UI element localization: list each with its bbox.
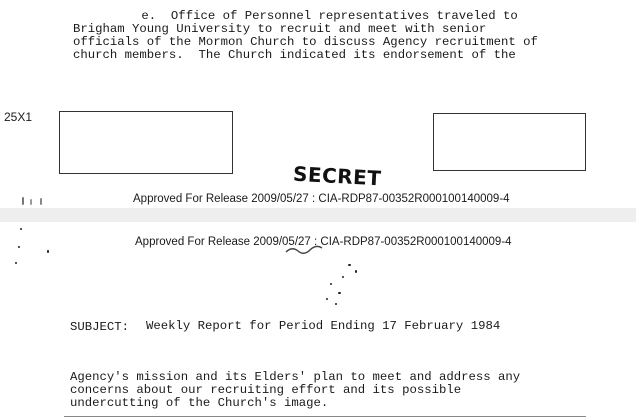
scan-speck [20,228,22,230]
scan-speck [335,303,337,305]
subject-text: Weekly Report for Period Ending 17 February 1984 [146,319,501,333]
scan-speck [40,198,42,205]
scan-speck [30,199,32,205]
subject-label: SUBJECT: [70,320,130,334]
scan-speck [15,262,17,264]
paragraph-line: Brigham Young University to recruit and meet with senior [73,22,487,36]
paragraph-line: e. Office of Personnel representatives traveled to [75,9,518,23]
release-line: Approved For Release 2009/05/27 : CIA-RDP87-00352R000100140009-4 [133,193,510,205]
sanitization-label: 25X1 [4,110,33,124]
scan-speck [47,250,49,253]
redaction-box-left [59,111,233,174]
page-break [0,208,636,222]
bottom-rule [64,416,586,417]
classification-stamp: SECRET [292,161,383,191]
paragraph-line: concerns about our recruiting effort and its possible [70,383,462,397]
scan-speck [18,246,20,248]
paragraph-line: Agency's mission and its Elders' plan to meet and address any [70,370,521,384]
scribble-mark [284,244,324,256]
paragraph-line: undercutting of the Church's image. [70,396,329,410]
redaction-box-right [433,113,586,171]
scan-speck [326,298,328,300]
scan-speck [342,276,344,278]
paragraph-line: officials of the Mormon Church to discuss Agency recruitment of [73,35,538,49]
scan-speck [22,197,24,205]
release-line: Approved For Release 2009/05/27 : CIA-RDP87-00352R000100140009-4 [135,236,512,248]
paragraph-line: church members. The Church indicated its endorsement of the [73,48,516,62]
scan-speck [338,292,341,294]
scan-speck [348,264,351,266]
scan-speck [330,283,332,285]
scan-speck [355,270,357,273]
